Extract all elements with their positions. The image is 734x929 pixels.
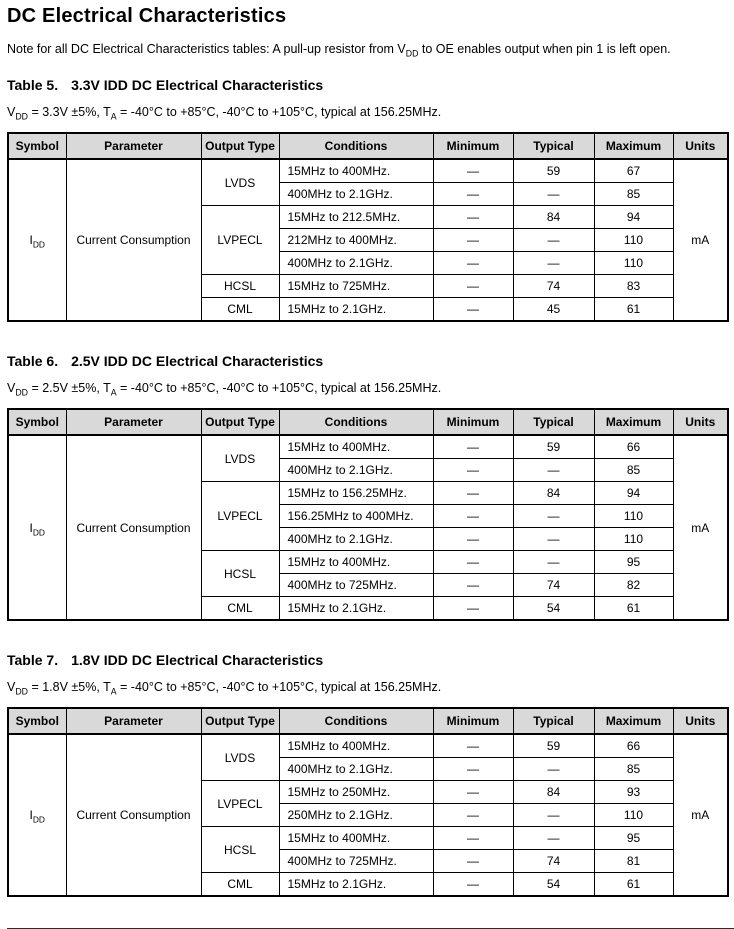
minimum-cell: —: [433, 298, 513, 322]
vdd-value: = 1.8V ±5%, T: [27, 680, 111, 694]
typical-cell: —: [513, 505, 594, 528]
minimum-cell: —: [433, 574, 513, 597]
typical-cell: 54: [513, 597, 594, 621]
column-header-units: Units: [673, 409, 728, 435]
table7-section: [7, 652, 727, 897]
column-header-symbol: Symbol: [8, 708, 66, 734]
conditions-cell: 400MHz to 2.1GHz.: [279, 528, 433, 551]
parameter-cell: Current Consumption: [66, 435, 201, 620]
output-type-cell: CML: [201, 597, 279, 621]
table6-idd-characteristics: [7, 408, 729, 621]
table-row: [8, 435, 728, 459]
column-header-parameter: Parameter: [66, 708, 201, 734]
maximum-cell: 95: [594, 827, 673, 850]
vdd-subscript: DD: [15, 111, 28, 122]
conditions-cell: 400MHz to 2.1GHz.: [279, 183, 433, 206]
maximum-cell: 95: [594, 551, 673, 574]
minimum-cell: —: [433, 435, 513, 459]
typical-cell: 45: [513, 298, 594, 322]
column-header-typical: Typical: [513, 708, 594, 734]
maximum-cell: 81: [594, 850, 673, 873]
conditions-cell: 15MHz to 400MHz.: [279, 435, 433, 459]
conditions-cell: 15MHz to 725MHz.: [279, 275, 433, 298]
note-text: [7, 42, 727, 59]
typical-cell: 84: [513, 482, 594, 505]
typical-cell: —: [513, 252, 594, 275]
symbol-subscript: DD: [32, 526, 45, 537]
conditions-cell: 400MHz to 2.1GHz.: [279, 252, 433, 275]
table-row: [8, 734, 728, 758]
table-row: [8, 159, 728, 183]
table7-caption-title: 1.8V IDD DC Electrical Characteristics: [71, 652, 324, 668]
conditions-cell: 250MHz to 2.1GHz.: [279, 804, 433, 827]
column-header-output-type: Output Type: [201, 133, 279, 159]
table6-caption-title: 2.5V IDD DC Electrical Characteristics: [71, 353, 324, 369]
symbol-base: I: [29, 233, 33, 247]
column-header-conditions: Conditions: [279, 133, 433, 159]
minimum-cell: —: [433, 551, 513, 574]
maximum-cell: 66: [594, 435, 673, 459]
column-header-output-type: Output Type: [201, 409, 279, 435]
typical-cell: —: [513, 229, 594, 252]
minimum-cell: —: [433, 505, 513, 528]
minimum-cell: —: [433, 252, 513, 275]
table5-conditions-line: [7, 105, 727, 122]
minimum-cell: —: [433, 528, 513, 551]
minimum-cell: —: [433, 229, 513, 252]
typical-cell: 74: [513, 275, 594, 298]
minimum-cell: —: [433, 827, 513, 850]
page-title: DC Electrical Characteristics: [7, 5, 287, 27]
column-header-typical: Typical: [513, 409, 594, 435]
typical-cell: 59: [513, 734, 594, 758]
maximum-cell: 85: [594, 459, 673, 482]
minimum-cell: —: [433, 183, 513, 206]
column-header-maximum: Maximum: [594, 133, 673, 159]
minimum-cell: —: [433, 597, 513, 621]
maximum-cell: 110: [594, 804, 673, 827]
output-type-cell: LVDS: [201, 159, 279, 206]
column-header-parameter: Parameter: [66, 133, 201, 159]
minimum-cell: —: [433, 850, 513, 873]
maximum-cell: 85: [594, 183, 673, 206]
minimum-cell: —: [433, 206, 513, 229]
vdd-value: = 2.5V ±5%, T: [27, 381, 111, 395]
conditions-cell: 15MHz to 2.1GHz.: [279, 597, 433, 621]
minimum-cell: —: [433, 873, 513, 897]
typical-cell: 74: [513, 850, 594, 873]
maximum-cell: 82: [594, 574, 673, 597]
table7-caption-label: Table 7.: [7, 652, 59, 668]
maximum-cell: 93: [594, 781, 673, 804]
column-header-maximum: Maximum: [594, 708, 673, 734]
column-header-units: Units: [673, 708, 728, 734]
output-type-cell: HCSL: [201, 551, 279, 597]
column-header-conditions: Conditions: [279, 708, 433, 734]
vdd-subscript: DD: [15, 387, 28, 398]
symbol-subscript: DD: [32, 239, 45, 250]
typical-cell: 74: [513, 574, 594, 597]
ta-subscript: A: [110, 111, 117, 122]
note-text-post: to OE enables output when pin 1 is left open.: [418, 42, 671, 56]
table6-caption-label: Table 6.: [7, 353, 59, 369]
maximum-cell: 67: [594, 159, 673, 183]
typical-cell: 54: [513, 873, 594, 897]
typical-cell: —: [513, 758, 594, 781]
conditions-cell: 400MHz to 2.1GHz.: [279, 459, 433, 482]
conditions-cell: 15MHz to 212.5MHz.: [279, 206, 433, 229]
minimum-cell: —: [433, 781, 513, 804]
conditions-cell: 212MHz to 400MHz.: [279, 229, 433, 252]
output-type-cell: LVPECL: [201, 482, 279, 551]
maximum-cell: 94: [594, 482, 673, 505]
output-type-cell: HCSL: [201, 275, 279, 298]
temp-range: = -40°C to +85°C, -40°C to +105°C, typical at 156.25MHz.: [116, 680, 442, 694]
minimum-cell: —: [433, 758, 513, 781]
maximum-cell: 110: [594, 505, 673, 528]
note-vdd-subscript: DD: [405, 48, 419, 59]
minimum-cell: —: [433, 734, 513, 758]
conditions-cell: 15MHz to 400MHz.: [279, 827, 433, 850]
units-cell: mA: [673, 159, 728, 321]
symbol-subscript: DD: [32, 814, 45, 825]
header-row: [8, 708, 728, 734]
typical-cell: —: [513, 551, 594, 574]
minimum-cell: —: [433, 159, 513, 183]
symbol-cell: [8, 435, 66, 620]
output-type-cell: LVPECL: [201, 206, 279, 275]
vdd-symbol: V: [7, 105, 16, 119]
column-header-minimum: Minimum: [433, 133, 513, 159]
maximum-cell: 110: [594, 229, 673, 252]
ta-subscript: A: [110, 387, 117, 398]
maximum-cell: 61: [594, 298, 673, 322]
symbol-cell: [8, 159, 66, 321]
vdd-symbol: V: [7, 680, 16, 694]
symbol-base: I: [29, 808, 33, 822]
output-type-cell: HCSL: [201, 827, 279, 873]
output-type-cell: LVDS: [201, 435, 279, 482]
conditions-cell: 15MHz to 2.1GHz.: [279, 298, 433, 322]
typical-cell: —: [513, 827, 594, 850]
parameter-cell: Current Consumption: [66, 159, 201, 321]
temp-range: = -40°C to +85°C, -40°C to +105°C, typical at 156.25MHz.: [116, 381, 442, 395]
maximum-cell: 110: [594, 528, 673, 551]
maximum-cell: 83: [594, 275, 673, 298]
typical-cell: —: [513, 459, 594, 482]
header-row: [8, 409, 728, 435]
vdd-symbol: V: [7, 381, 16, 395]
conditions-cell: 400MHz to 2.1GHz.: [279, 758, 433, 781]
column-header-output-type: Output Type: [201, 708, 279, 734]
typical-cell: —: [513, 183, 594, 206]
typical-cell: 84: [513, 206, 594, 229]
table5-caption: [7, 77, 727, 93]
maximum-cell: 66: [594, 734, 673, 758]
column-header-symbol: Symbol: [8, 133, 66, 159]
parameter-cell: Current Consumption: [66, 734, 201, 896]
column-header-typical: Typical: [513, 133, 594, 159]
conditions-cell: 15MHz to 400MHz.: [279, 734, 433, 758]
minimum-cell: —: [433, 482, 513, 505]
symbol-base: I: [29, 520, 33, 535]
typical-cell: 59: [513, 435, 594, 459]
symbol-cell: [8, 734, 66, 896]
minimum-cell: —: [433, 275, 513, 298]
note-text-pre: Note for all DC Electrical Characteristics tables: A pull-up resistor from V: [7, 42, 406, 56]
temp-range: = -40°C to +85°C, -40°C to +105°C, typical at 156.25MHz.: [116, 105, 442, 119]
maximum-cell: 61: [594, 873, 673, 897]
table6-section: [7, 353, 727, 621]
conditions-cell: 400MHz to 725MHz.: [279, 574, 433, 597]
typical-cell: 59: [513, 159, 594, 183]
maximum-cell: 85: [594, 758, 673, 781]
output-type-cell: CML: [201, 873, 279, 897]
maximum-cell: 61: [594, 597, 673, 621]
column-header-conditions: Conditions: [279, 409, 433, 435]
conditions-cell: 15MHz to 2.1GHz.: [279, 873, 433, 897]
units-cell: mA: [673, 435, 728, 620]
conditions-cell: 15MHz to 250MHz.: [279, 781, 433, 804]
output-type-cell: CML: [201, 298, 279, 322]
units-cell: mA: [673, 734, 728, 896]
conditions-cell: 400MHz to 725MHz.: [279, 850, 433, 873]
column-header-minimum: Minimum: [433, 708, 513, 734]
output-type-cell: LVPECL: [201, 781, 279, 827]
typical-cell: —: [513, 804, 594, 827]
column-header-symbol: Symbol: [8, 409, 66, 435]
conditions-cell: 15MHz to 400MHz.: [279, 159, 433, 183]
table5-caption-label: Table 5.: [7, 77, 59, 93]
maximum-cell: 94: [594, 206, 673, 229]
vdd-value: = 3.3V ±5%, T: [27, 105, 111, 119]
table6-caption: [7, 353, 727, 369]
table6-conditions-line: [7, 381, 727, 398]
conditions-cell: 15MHz to 400MHz.: [279, 551, 433, 574]
maximum-cell: 110: [594, 252, 673, 275]
column-header-minimum: Minimum: [433, 409, 513, 435]
table5-idd-characteristics: [7, 132, 729, 322]
table7-caption: [7, 652, 727, 668]
output-type-cell: LVDS: [201, 734, 279, 781]
table7-conditions-line: [7, 680, 727, 697]
column-header-maximum: Maximum: [594, 409, 673, 435]
vdd-subscript: DD: [15, 686, 28, 697]
typical-cell: —: [513, 528, 594, 551]
column-header-parameter: Parameter: [66, 409, 201, 435]
conditions-cell: 156.25MHz to 400MHz.: [279, 505, 433, 528]
minimum-cell: —: [433, 804, 513, 827]
table5-section: [7, 77, 727, 322]
column-header-units: Units: [673, 133, 728, 159]
typical-cell: 84: [513, 781, 594, 804]
header-row: [8, 133, 728, 159]
table7-idd-characteristics: [7, 707, 729, 897]
conditions-cell: 15MHz to 156.25MHz.: [279, 482, 433, 505]
table5-caption-title: 3.3V IDD DC Electrical Characteristics: [71, 77, 324, 93]
minimum-cell: —: [433, 459, 513, 482]
ta-subscript: A: [110, 686, 117, 697]
